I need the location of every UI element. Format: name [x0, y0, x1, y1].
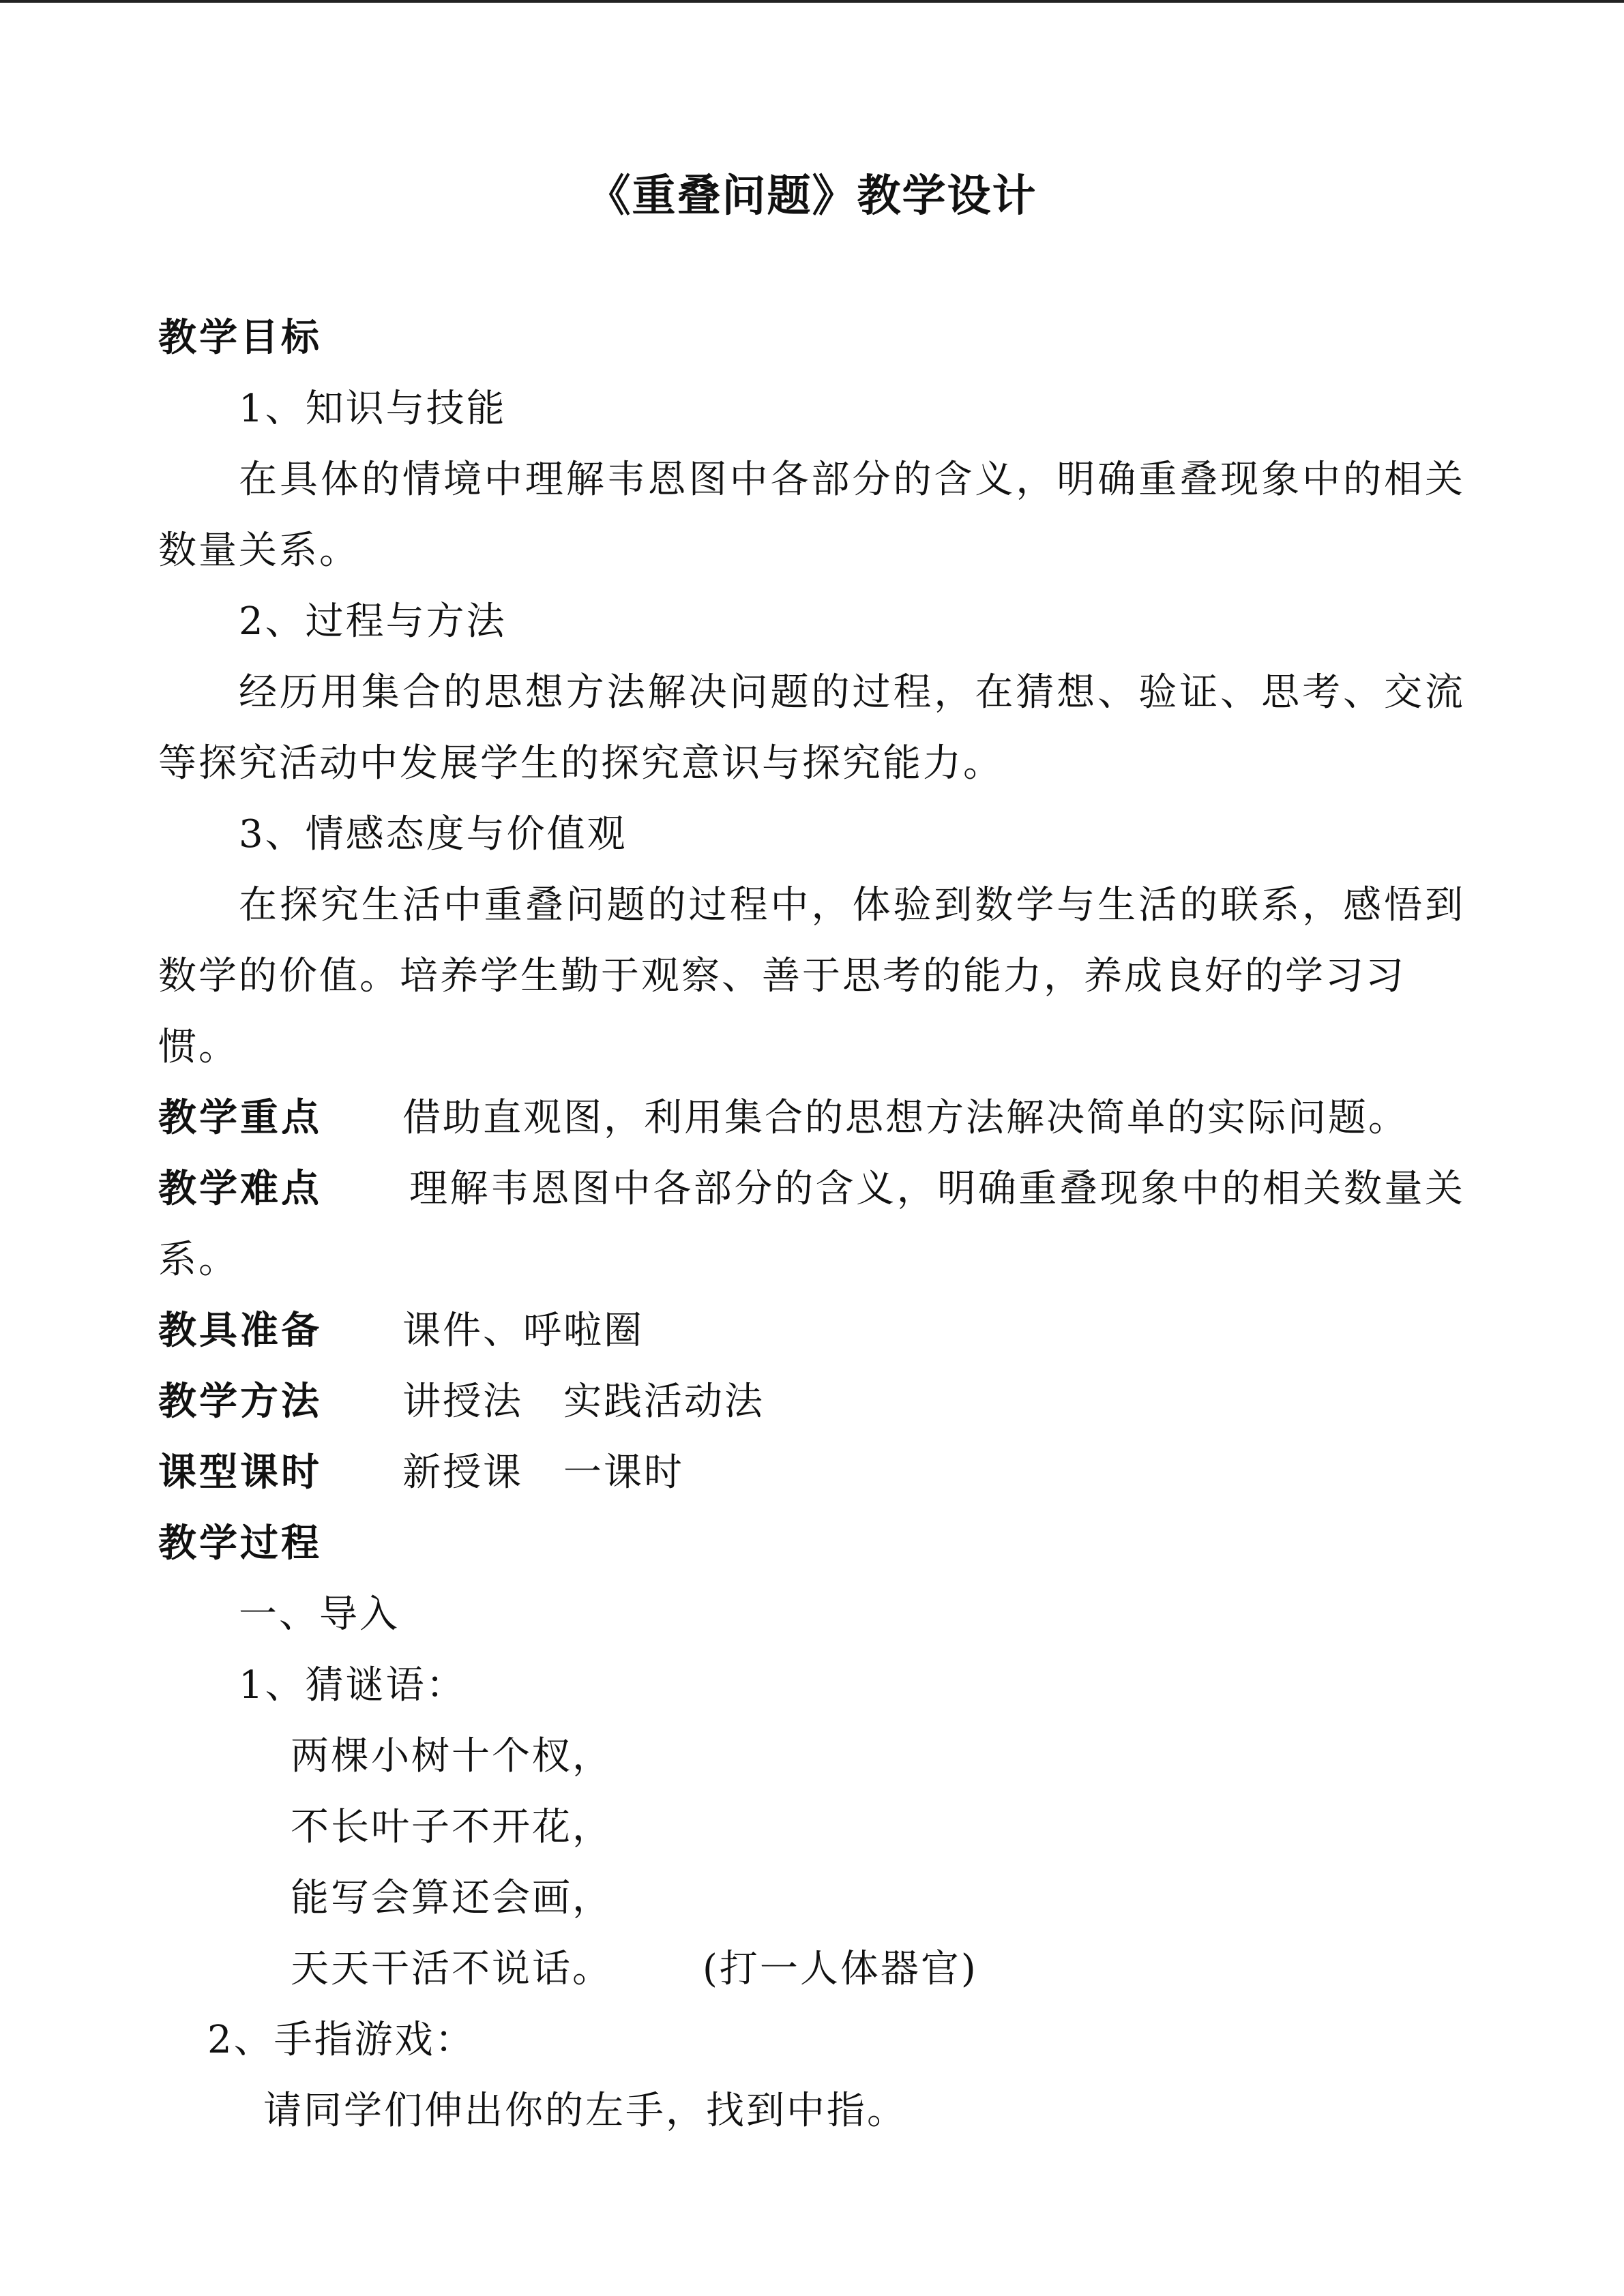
top-border-line: [0, 0, 1624, 3]
objective-1-text-line2: 数量关系。: [158, 528, 359, 573]
methods-value: 讲授法 实践活动法: [402, 1380, 765, 1424]
methods-label: 教学方法: [158, 1380, 322, 1424]
objective-3-text-line1: 在探究生活中重叠问题的过程中，体验到数学与生活的联系，感悟到: [239, 883, 1465, 927]
process-heading: 教学过程: [158, 1521, 322, 1566]
process-section-1: 一、导入: [239, 1592, 400, 1637]
riddle-hint: (打一人体器官): [703, 1947, 978, 1991]
document-title: 《重叠问题》教学设计: [587, 171, 1037, 222]
riddle-line-2: 不长叶子不开花，: [291, 1805, 612, 1849]
finger-game-text: 请同学们伸出你的左手，找到中指。: [263, 2089, 907, 2133]
riddle-line-4: 天天干活不说话。: [291, 1947, 612, 1991]
riddle-line-1: 两棵小树十个杈，: [291, 1734, 612, 1778]
difficulty-value-line1: 理解韦恩图中各部分的含义，明确重叠现象中的相关数量关: [409, 1167, 1465, 1211]
riddle-line-3: 能写会算还会画，: [291, 1876, 612, 1920]
materials-label: 教具准备: [158, 1309, 322, 1353]
riddle-label: 1、猜谜语：: [239, 1663, 467, 1708]
materials-value: 课件、呼啦圈: [402, 1309, 644, 1353]
finger-game-label: 2、手指游戏：: [207, 2018, 475, 2062]
key-point-label: 教学重点: [158, 1096, 322, 1140]
objective-2-label: 2、过程与方法: [239, 599, 507, 644]
lesson-type-label: 课型课时: [158, 1450, 322, 1495]
objective-1-label: 1、知识与技能: [239, 387, 507, 431]
objective-3-label: 3、情感态度与价值观: [239, 812, 628, 856]
lesson-type-value: 新授课 一课时: [402, 1450, 684, 1495]
objective-2-text-line1: 经历用集合的思想方法解决问题的过程，在猜想、验证、思考、交流: [239, 670, 1465, 715]
objective-1-text-line1: 在具体的情境中理解韦恩图中各部分的含义，明确重叠现象中的相关: [239, 458, 1465, 502]
objective-3-text-line3: 惯。: [158, 1025, 239, 1069]
objective-2-text-line2: 等探究活动中发展学生的探究意识与探究能力。: [158, 741, 1003, 786]
difficulty-value-line2: 系。: [158, 1238, 239, 1282]
objective-3-text-line2: 数学的价值。培养学生勤于观察、善于思考的能力，养成良好的学习习: [158, 954, 1406, 998]
objectives-heading: 教学目标: [158, 316, 322, 360]
difficulty-label: 教学难点: [158, 1167, 322, 1211]
key-point-value: 借助直观图，利用集合的思想方法解决简单的实际问题。: [402, 1096, 1408, 1140]
